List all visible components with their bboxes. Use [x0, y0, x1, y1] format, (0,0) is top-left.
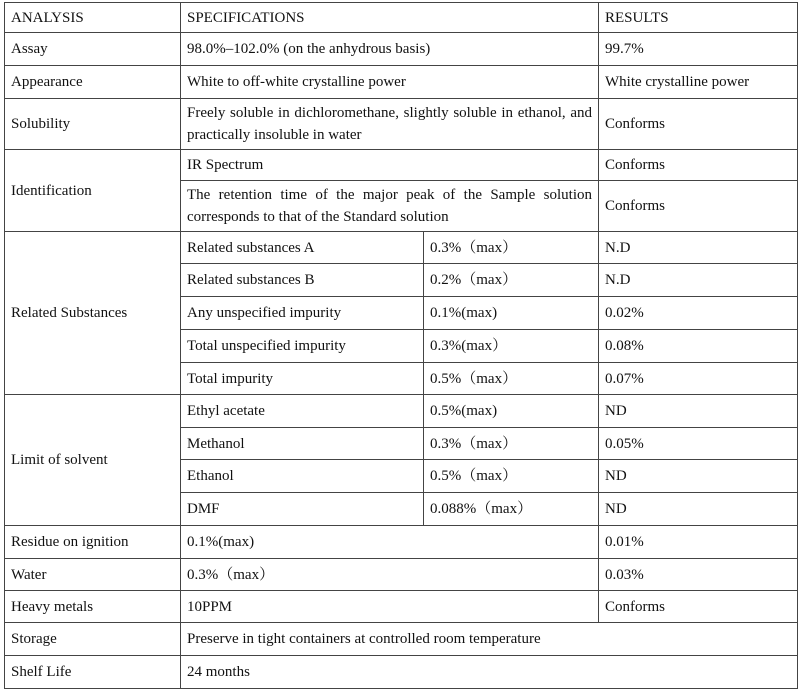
- item-limit-cell: 0.3%（max）: [424, 232, 599, 264]
- item-limit-cell: 0.5%（max）: [424, 363, 599, 395]
- result-cell: White crystalline power: [599, 66, 798, 99]
- specification-cell: 0.1%(max): [181, 526, 599, 559]
- specification-cell: Preserve in tight containers at controlled room temperature: [181, 623, 798, 656]
- analysis-cell: Heavy metals: [5, 591, 181, 623]
- result-cell: Conforms: [599, 99, 798, 150]
- header-analysis: ANALYSIS: [5, 3, 181, 33]
- item-name-cell: Ethanol: [181, 460, 424, 493]
- item-name-cell: Methanol: [181, 428, 424, 460]
- table-row: [5, 591, 798, 623]
- item-limit-cell: 0.5%（max）: [424, 460, 599, 493]
- specification-cell: The retention time of the major peak of the Sample solution corresponds to that of the Standard solution: [181, 181, 599, 232]
- result-cell: 0.07%: [599, 363, 798, 395]
- header-row: [5, 3, 798, 33]
- specification-cell: 24 months: [181, 656, 798, 689]
- analysis-cell: Storage: [5, 623, 181, 656]
- table-row: [5, 623, 798, 656]
- specification-table: [4, 2, 798, 689]
- table-row: [5, 232, 798, 264]
- item-name-cell: Total unspecified impurity: [181, 330, 424, 363]
- analysis-cell: Solubility: [5, 99, 181, 150]
- analysis-cell: Shelf Life: [5, 656, 181, 689]
- item-limit-cell: 0.3%（max）: [424, 428, 599, 460]
- table-row: [5, 526, 798, 559]
- table-row: [5, 33, 798, 66]
- result-cell: Conforms: [599, 181, 798, 232]
- result-cell: N.D: [599, 232, 798, 264]
- header-results: RESULTS: [599, 3, 798, 33]
- result-cell: 0.02%: [599, 297, 798, 330]
- analysis-cell: Assay: [5, 33, 181, 66]
- result-cell: ND: [599, 493, 798, 526]
- item-limit-cell: 0.1%(max): [424, 297, 599, 330]
- item-name-cell: Related substances A: [181, 232, 424, 264]
- analysis-cell: Related Substances: [5, 232, 181, 395]
- table-row: [5, 559, 798, 591]
- analysis-cell: Appearance: [5, 66, 181, 99]
- result-cell: 0.01%: [599, 526, 798, 559]
- item-limit-cell: 0.3%(max）: [424, 330, 599, 363]
- item-name-cell: Total impurity: [181, 363, 424, 395]
- specification-cell: Freely soluble in dichloromethane, slightly soluble in ethanol, and practically insoluble in water: [181, 99, 599, 150]
- analysis-cell: Identification: [5, 150, 181, 232]
- analysis-cell: Limit of solvent: [5, 395, 181, 526]
- specification-cell: 10PPM: [181, 591, 599, 623]
- result-cell: ND: [599, 460, 798, 493]
- item-name-cell: Any unspecified impurity: [181, 297, 424, 330]
- table-row: [5, 99, 798, 150]
- result-cell: 0.08%: [599, 330, 798, 363]
- item-name-cell: Related substances B: [181, 264, 424, 297]
- item-name-cell: Ethyl acetate: [181, 395, 424, 428]
- item-name-cell: DMF: [181, 493, 424, 526]
- result-cell: Conforms: [599, 150, 798, 181]
- specification-cell: IR Spectrum: [181, 150, 599, 181]
- result-cell: N.D: [599, 264, 798, 297]
- specification-cell: 0.3%（max）: [181, 559, 599, 591]
- analysis-cell: Water: [5, 559, 181, 591]
- item-limit-cell: 0.088%（max）: [424, 493, 599, 526]
- table-row: [5, 395, 798, 428]
- specification-cell: 98.0%–102.0% (on the anhydrous basis): [181, 33, 599, 66]
- header-specifications: SPECIFICATIONS: [181, 3, 599, 33]
- specification-cell: White to off-white crystalline power: [181, 66, 599, 99]
- table-row: [5, 66, 798, 99]
- table-row: [5, 150, 798, 181]
- result-cell: ND: [599, 395, 798, 428]
- result-cell: 99.7%: [599, 33, 798, 66]
- table-row: [5, 656, 798, 689]
- item-limit-cell: 0.5%(max): [424, 395, 599, 428]
- result-cell: 0.05%: [599, 428, 798, 460]
- result-cell: Conforms: [599, 591, 798, 623]
- analysis-cell: Residue on ignition: [5, 526, 181, 559]
- item-limit-cell: 0.2%（max）: [424, 264, 599, 297]
- result-cell: 0.03%: [599, 559, 798, 591]
